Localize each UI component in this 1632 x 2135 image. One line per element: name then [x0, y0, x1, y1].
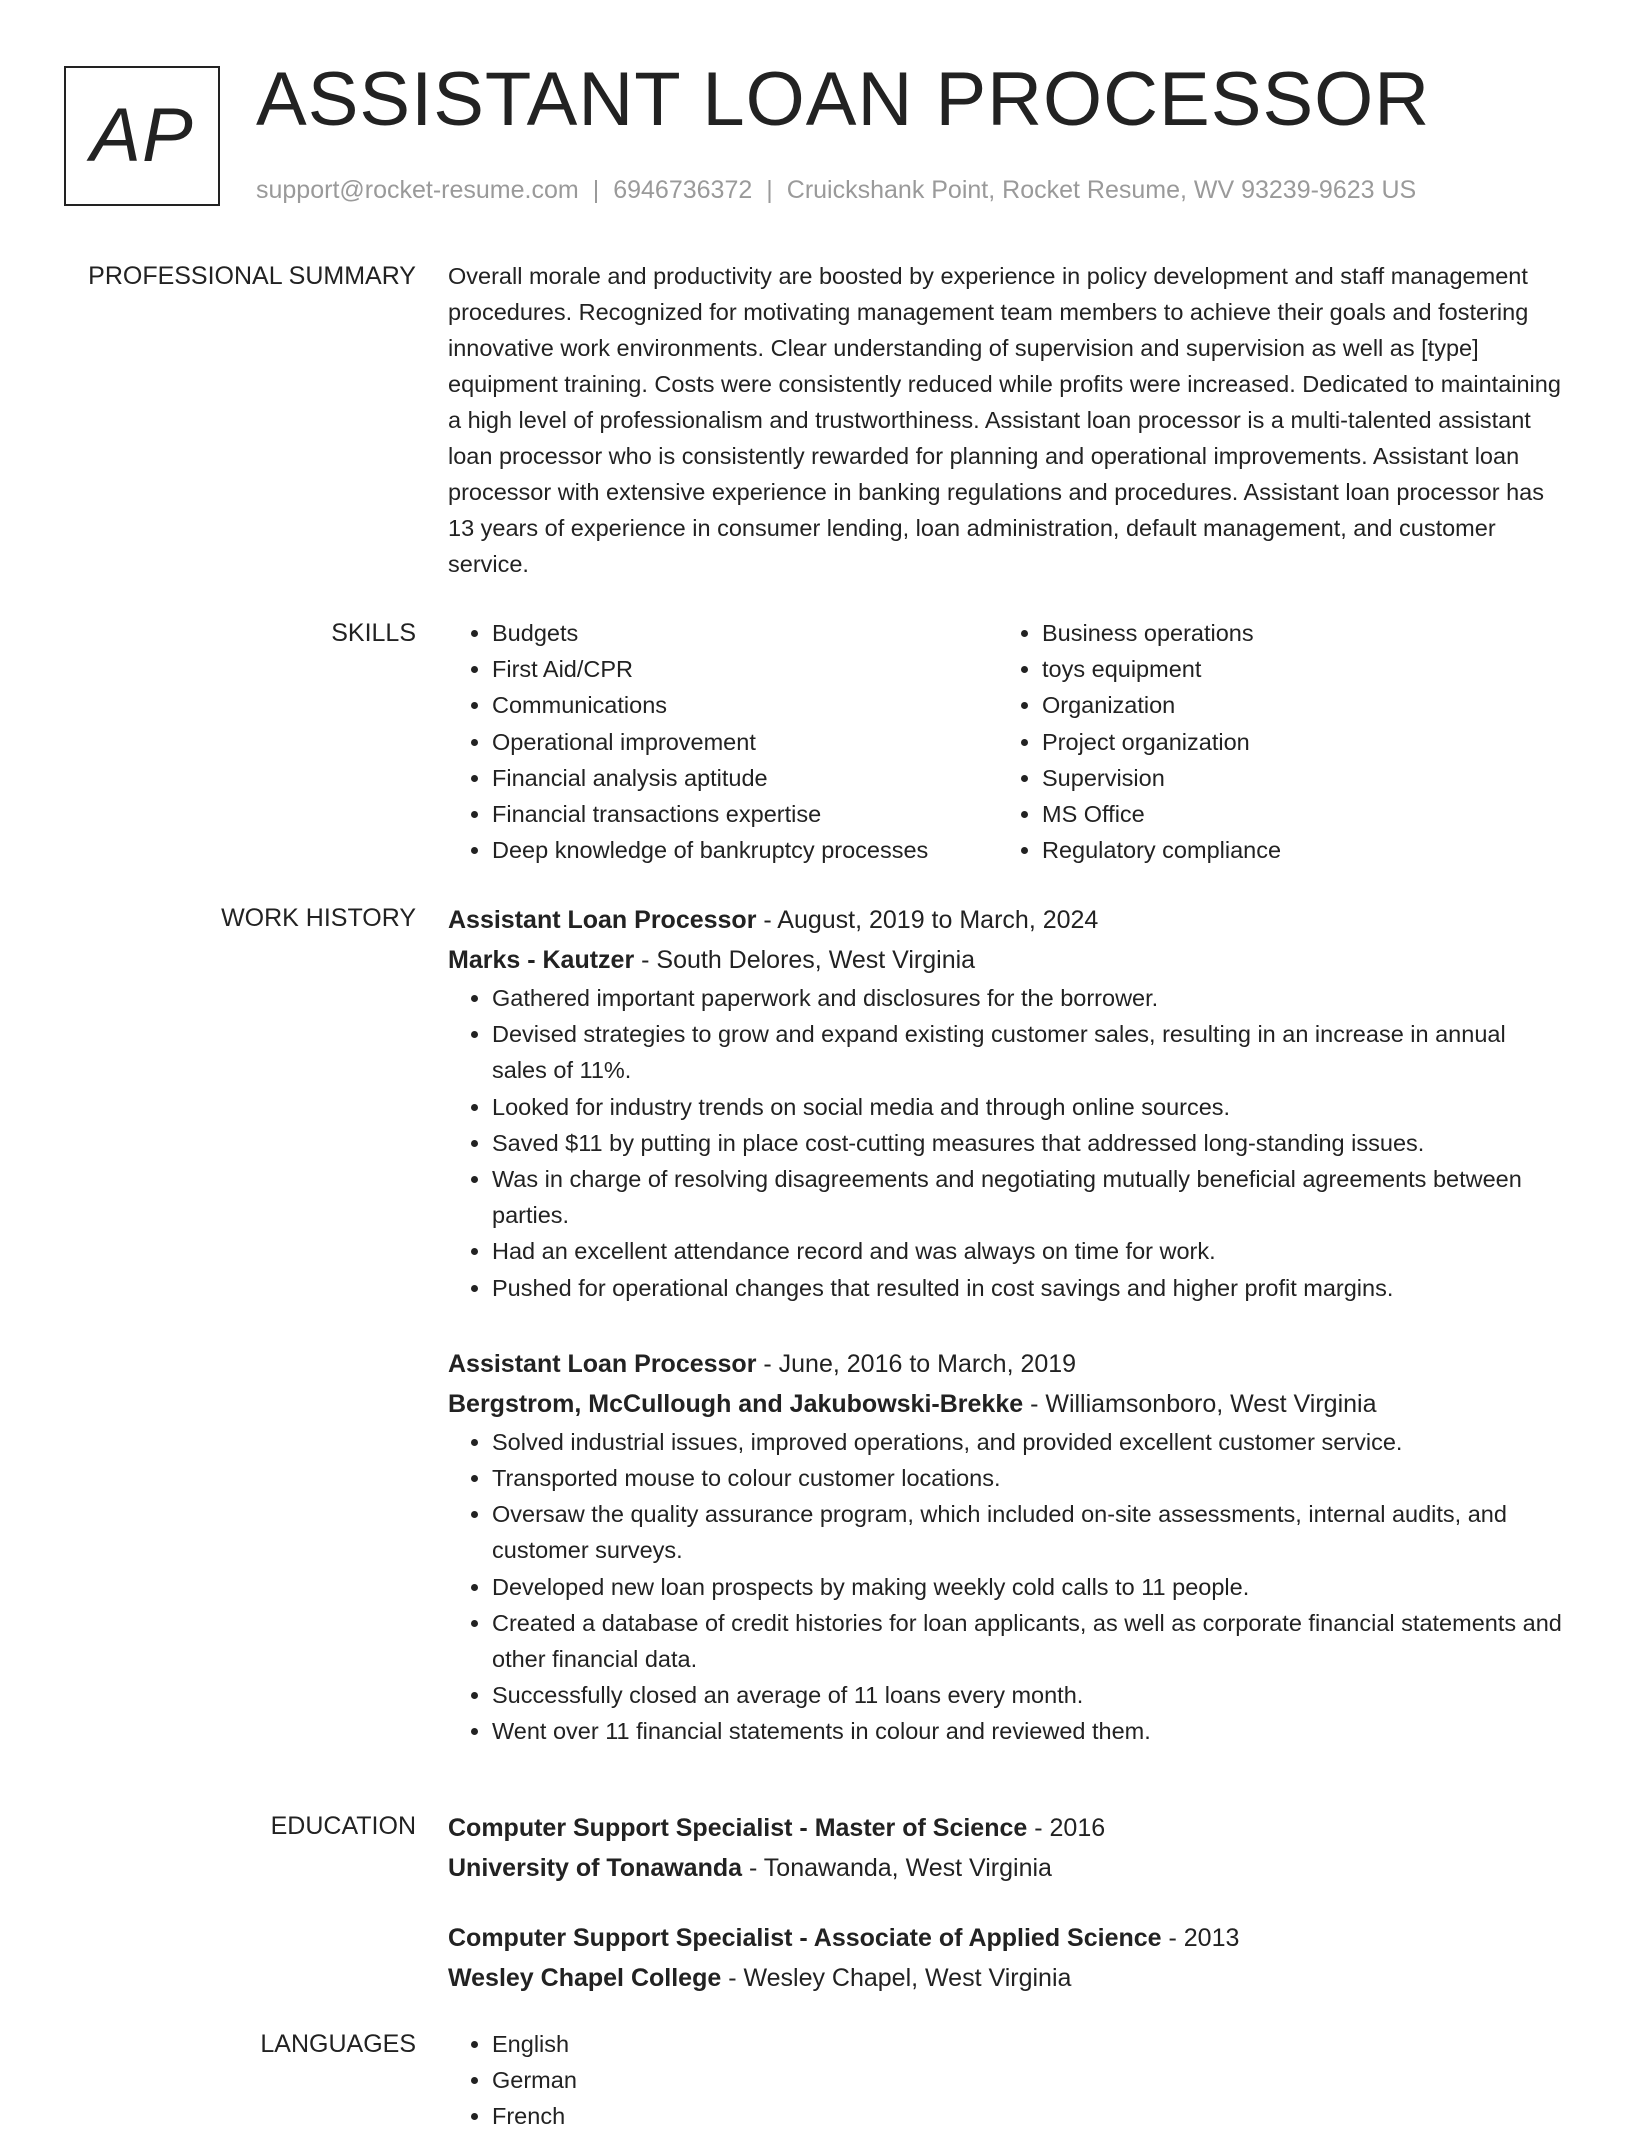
- contact-email: support@rocket-resume.com: [256, 176, 579, 204]
- education-year: - 2013: [1161, 1924, 1240, 1952]
- summary-body: [448, 258, 1566, 582]
- education-body: [448, 1808, 1566, 1998]
- resume-title: ASSISTANT LOAN PROCESSOR: [256, 57, 1431, 142]
- work-label: WORK HISTORY: [221, 904, 416, 932]
- job-title: Assistant Loan Processor: [448, 906, 757, 934]
- job-bullet: • Pushed for operational changes that resulted in cost savings and higher profit margins.: [492, 1270, 1566, 1306]
- job-bullet: • Created a database of credit histories for loan applicants, as well as corporate financial statements and other financial data.: [492, 1605, 1566, 1677]
- job-bullet: • Solved industrial issues, improved operations, and provided excellent customer service.: [492, 1424, 1566, 1460]
- skills-list-right: [998, 615, 1548, 868]
- skill-item: • Budgets: [492, 615, 998, 651]
- contact-address: Cruickshank Point, Rocket Resume, WV 93239-9623 US: [786, 176, 1417, 204]
- job-bullet: • Had an excellent attendance record and was always on time for work.: [492, 1233, 1566, 1269]
- education-entry: [448, 1918, 1566, 1998]
- skill-item: • Deep knowledge of bankruptcy processes: [492, 832, 998, 868]
- skill-item: • Supervision: [1042, 760, 1548, 796]
- job-heading: [448, 1344, 1566, 1384]
- skill-item: • Business operations: [1042, 615, 1548, 651]
- skill-item: • Project organization: [1042, 724, 1548, 760]
- job-bullets: [448, 980, 1566, 1306]
- education-school-line: [448, 1958, 1566, 1998]
- job-bullet: • Gathered important paperwork and disclosures for the borrower.: [492, 980, 1566, 1016]
- job-dates: - June, 2016 to March, 2019: [756, 1349, 1077, 1378]
- education-degree: Computer Support Specialist - Associate of Applied Science: [448, 1924, 1162, 1952]
- skill-item: • Organization: [1042, 687, 1548, 723]
- job-company-line: [448, 1384, 1566, 1424]
- job-bullet: • Saved $11 by putting in place cost-cutting measures that addressed long-standing issues.: [492, 1125, 1566, 1161]
- skill-item: • First Aid/CPR: [492, 651, 998, 687]
- education-school-line: [448, 1848, 1566, 1888]
- job-entry: [448, 900, 1566, 1306]
- skill-item: • Regulatory compliance: [1042, 832, 1548, 868]
- languages-body: [448, 2026, 1566, 2135]
- job-location: - South Delores, West Virginia: [634, 946, 976, 974]
- job-bullet: • Went over 11 financial statements in colour and reviewed them.: [492, 1713, 1566, 1749]
- education-degree-line: [448, 1808, 1566, 1848]
- contact-separator: |: [766, 176, 773, 204]
- monogram-box: [64, 66, 220, 206]
- job-company: Marks - Kautzer: [448, 946, 635, 974]
- work-body: [448, 900, 1566, 1750]
- monogram-initials: AP: [90, 93, 194, 178]
- contact-separator: |: [592, 176, 600, 204]
- skill-item: • Operational improvement: [492, 724, 998, 760]
- job-bullet: • Oversaw the quality assurance program, which included on-site assessments, internal audits, and customer surveys.: [492, 1496, 1566, 1568]
- skill-item: • Financial transactions expertise: [492, 796, 998, 832]
- summary-text: Overall morale and productivity are boosted by experience in policy development and staff management procedures. Recognized for motivating management team members to achieve their goals and fostering innovative work environments. Clear understanding of supervision and supervision as well as [type] equipment training. Costs were consistently reduced while profits were increased. Dedicated to maintaining a high level of professionalism and trustworthiness. Assistant loan processor is a multi-talented assistant loan processor who is consistently rewarded for planning and operational improvements. Assistant loan processor with extensive experience in banking regulations and procedures. Assistant loan processor has 13 years of experience in consumer lending, loan administration, default management, and customer service.: [448, 263, 1561, 577]
- job-dates: - August, 2019 to March, 2024: [756, 906, 1099, 934]
- education-year: - 2016: [1027, 1814, 1106, 1842]
- skill-item: • Financial analysis aptitude: [492, 760, 998, 796]
- job-bullet: • Transported mouse to colour customer locations.: [492, 1460, 1566, 1496]
- language-item: • English: [492, 2026, 1566, 2062]
- language-item: • French: [492, 2098, 1566, 2134]
- contact-line: [256, 176, 1416, 205]
- education-school: University of Tonawanda: [448, 1854, 743, 1882]
- education-degree-line: [448, 1918, 1566, 1958]
- education-location: - Wesley Chapel, West Virginia: [721, 1964, 1072, 1992]
- job-entry: [448, 1344, 1566, 1750]
- job-company-line: [448, 940, 1566, 980]
- skills-list-left: [448, 615, 998, 868]
- skill-item: • MS Office: [1042, 796, 1548, 832]
- education-school: Wesley Chapel College: [448, 1964, 722, 1992]
- job-location: - Williamsonboro, West Virginia: [1023, 1389, 1377, 1418]
- job-bullet: • Was in charge of resolving disagreements and negotiating mutually beneficial agreements between parties.: [492, 1161, 1566, 1233]
- job-bullet: • Developed new loan prospects by making weekly cold calls to 11 people.: [492, 1569, 1566, 1605]
- summary-label: PROFESSIONAL SUMMARY: [88, 262, 416, 290]
- language-item: • German: [492, 2062, 1566, 2098]
- education-entry: [448, 1808, 1566, 1888]
- education-degree: Computer Support Specialist - Master of Science: [448, 1814, 1028, 1842]
- job-title: Assistant Loan Processor: [448, 1349, 757, 1378]
- job-bullet: • Looked for industry trends on social media and through online sources.: [492, 1089, 1566, 1125]
- job-bullets: [448, 1424, 1566, 1750]
- job-bullet: • Successfully closed an average of 11 loans every month.: [492, 1677, 1566, 1713]
- job-heading: [448, 900, 1566, 940]
- education-label: EDUCATION: [270, 1812, 416, 1840]
- languages-list: [448, 2026, 1566, 2135]
- skills-label: SKILLS: [331, 619, 416, 647]
- job-company: Bergstrom, McCullough and Jakubowski-Brekke: [448, 1389, 1024, 1418]
- education-location: - Tonawanda, West Virginia: [742, 1854, 1052, 1882]
- job-bullet: • Devised strategies to grow and expand existing customer sales, resulting in an increase in annual sales of 11%.: [492, 1016, 1566, 1088]
- skill-item: • toys equipment: [1042, 651, 1548, 687]
- contact-phone: 6946736372: [613, 176, 753, 204]
- languages-label: LANGUAGES: [260, 2030, 416, 2058]
- skill-item: • Communications: [492, 687, 998, 723]
- skills-grid: [448, 615, 1566, 868]
